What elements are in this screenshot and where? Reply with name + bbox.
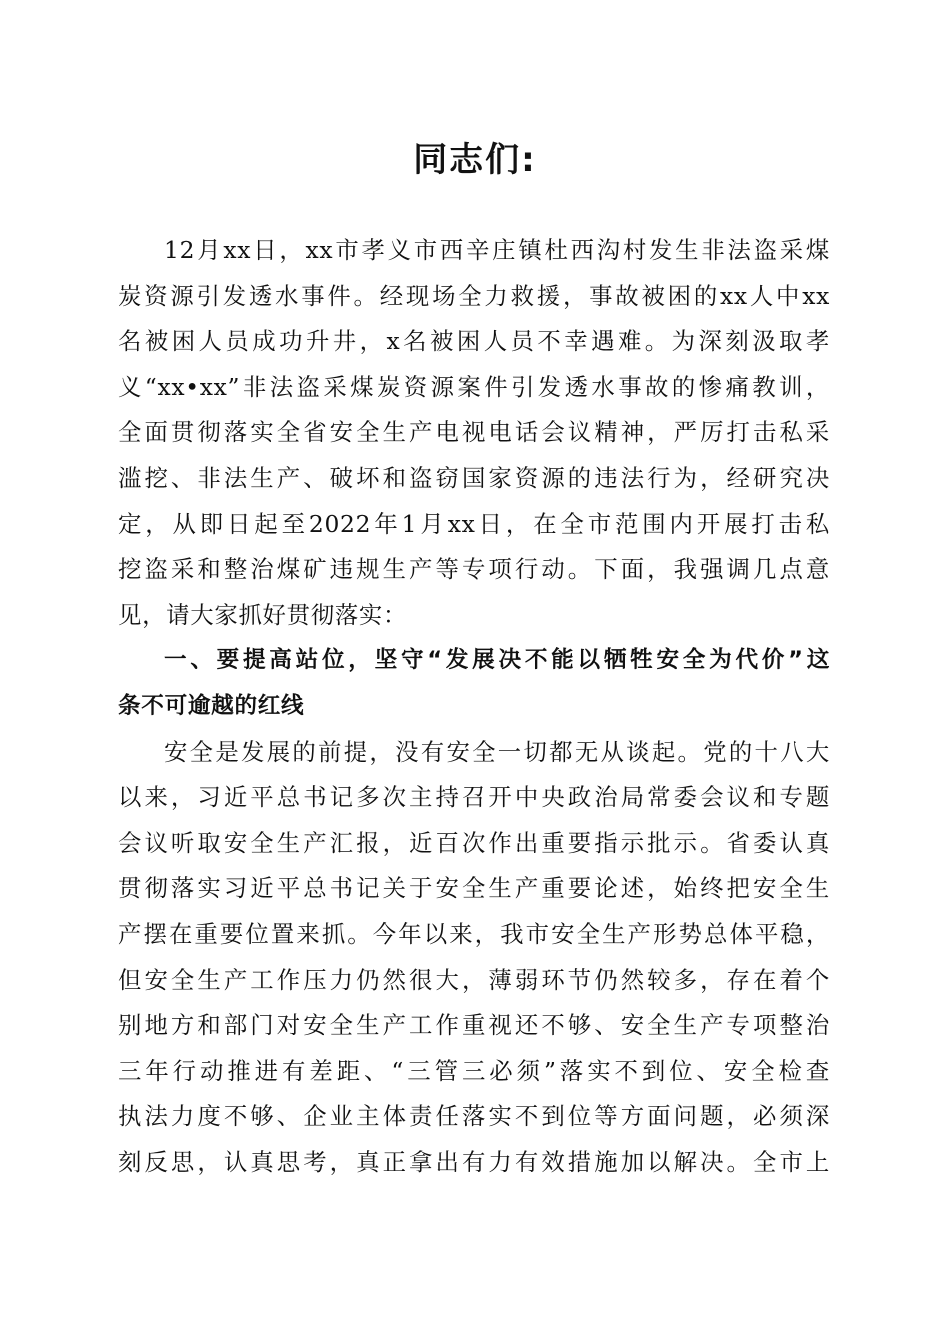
paragraph-line: 挖盗采和整治煤矿违规生产等专项行动。下面，我强调几点意 xyxy=(118,555,830,584)
paragraph-intro xyxy=(118,228,830,638)
paragraph-line: 别地方和部门对安全生产工作重视还不够、安全生产专项整治 xyxy=(118,1011,830,1040)
paragraph-line: 义“xx•xx”非法盗采煤炭资源案件引发透水事故的惨痛教训， xyxy=(118,372,830,401)
document-title: 同志们: xyxy=(413,140,537,180)
paragraph-line: 12月xx日，xx市孝义市西辛庄镇杜西沟村发生非法盗采煤 xyxy=(164,236,830,264)
document-body xyxy=(118,228,830,1185)
paragraph-line: 全面贯彻落实全省安全生产电视电话会议精神，严厉打击私采 xyxy=(118,418,830,447)
paragraph-line: 见，请大家抓好贯彻落实： xyxy=(118,600,408,629)
paragraph-line: 会议听取安全生产汇报，近百次作出重要指示批示。省委认真 xyxy=(118,828,830,857)
heading-line: 条不可逾越的红线 xyxy=(118,692,305,719)
paragraph-line: 以来，习近平总书记多次主持召开中央政治局常委会议和专题 xyxy=(118,783,830,812)
paragraph-line: 执法力度不够、企业主体责任落实不到位等方面问题，必须深 xyxy=(118,1102,830,1131)
paragraph-line: 安全是发展的前提，没有安全一切都无从谈起。党的十八大 xyxy=(164,737,830,766)
paragraph-line: 刻反思，认真思考，真正拿出有力有效措施加以解决。全市上 xyxy=(118,1147,830,1176)
paragraph-line: 名被困人员成功升井，x名被困人员不幸遇难。为深刻汲取孝 xyxy=(118,327,830,356)
paragraph-line: 贯彻落实习近平总书记关于安全生产重要论述，始终把安全生 xyxy=(118,874,830,903)
heading-line: 一、要提高站位，坚守“发展决不能以牺牲安全为代价”这 xyxy=(164,647,830,674)
paragraph-safety xyxy=(118,730,830,1186)
paragraph-line: 定，从即日起至2022年1月xx日，在全市范围内开展打击私 xyxy=(118,509,830,538)
paragraph-line: 但安全生产工作压力仍然很大，薄弱环节仍然较多，存在着个 xyxy=(118,965,830,994)
paragraph-line: 三年行动推进有差距、“三管三必须”落实不到位、安全检查 xyxy=(118,1056,830,1085)
section-heading-1 xyxy=(118,638,830,729)
paragraph-line: 滥挖、非法生产、破坏和盗窃国家资源的违法行为，经研究决 xyxy=(118,463,830,492)
paragraph-line: 炭资源引发透水事件。经现场全力救援，事故被困的xx人中xx xyxy=(118,281,830,310)
paragraph-line: 产摆在重要位置来抓。今年以来，我市安全生产形势总体平稳， xyxy=(118,919,830,948)
